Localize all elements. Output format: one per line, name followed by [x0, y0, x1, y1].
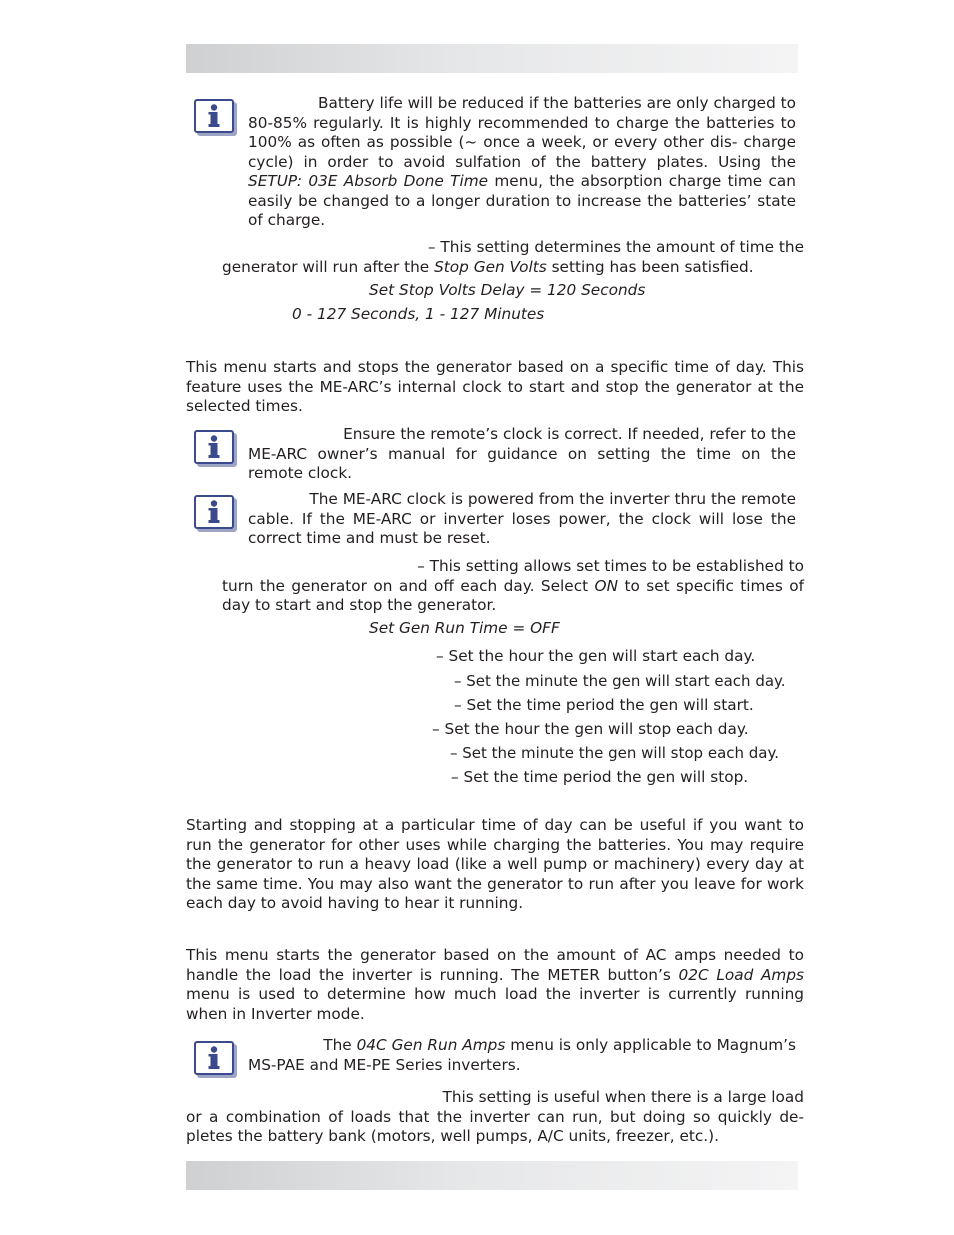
run-time-desc — [222, 557, 804, 616]
note-clock-correct — [248, 425, 796, 484]
useful-paragraph — [186, 1088, 804, 1147]
time-item-start-hour: – Set the hour the gen will start each day. — [436, 647, 756, 665]
info-icon — [194, 1041, 234, 1075]
desc-text: setting has been satisfied. — [546, 257, 754, 276]
para-text: This menu starts the generator based on the amount of AC amps needed to handle the load the inverter is running. The METER button’s — [186, 946, 804, 984]
time-menu-paragraph: This menu starts and stops the generator based on a specific time of day. This feature uses the ME-ARC’s internal clock to start and stop the generator at the selected times. — [186, 358, 804, 415]
note-clock-power — [248, 490, 796, 549]
range-setting: 0 - 127 Seconds, 1 - 127 Minutes — [292, 305, 545, 323]
time-item-start-period: – Set the time period the gen will start. — [454, 696, 754, 714]
note-text: ME-ARC owner’s manual for guidance on setting the time on the remote clock. — [248, 444, 796, 482]
time-item-start-minute: – Set the minute the gen will start each day. — [454, 672, 786, 690]
desc-text: to set specific times of day to start and stop the generator. — [222, 576, 804, 614]
footer-bar — [186, 1161, 798, 1190]
note-line: The ME-ARC clock is powered from the inverter thru the remote — [309, 490, 796, 508]
time-item-stop-period: – Set the time period the gen will stop. — [451, 768, 749, 786]
default-setting: Set Gen Run Time = OFF — [369, 619, 560, 637]
desc-line: – This setting allows set times to be established to — [417, 557, 804, 575]
menu-ref: SETUP: 03E Absorb Done Time — [248, 172, 489, 190]
para-line: This setting is useful when there is a large load — [442, 1088, 804, 1106]
amps-menu-paragraph — [186, 946, 804, 1024]
menu-ref: 02C Load Amps — [678, 965, 804, 984]
usage-paragraph: Starting and stopping at a particular time of day can be useful if you want to run the generator for other uses while charging the batteries. You may require the generator to run a heavy load (like a well pump or machinery) every day at the same time. You may also want the generator to run after you leave for work each day to avoid having to hear it running. — [186, 816, 804, 912]
info-icon — [194, 495, 234, 529]
time-item-stop-hour: – Set the hour the gen will stop each day. — [432, 720, 749, 738]
desc-text: turn the generator on and off each day. Select — [222, 576, 595, 595]
note-line: Ensure the remote’s clock is correct. If needed, refer to the — [343, 425, 796, 443]
menu-ref: Stop Gen Volts — [434, 257, 547, 276]
header-bar — [186, 44, 798, 73]
desc-text: generator will run after the — [222, 257, 435, 276]
note-gen-run-amps — [248, 1036, 796, 1075]
option-ref: ON — [594, 576, 619, 595]
time-item-stop-minute: – Set the minute the gen will stop each day. — [450, 744, 779, 762]
stop-delay-desc — [222, 238, 804, 277]
note-text: 80-85% regularly. It is highly recommended to charge the batteries to 100% as often as possible (~ once a week, or every other dis- charge cycle) in order to avoid sulfation of the battery plates. Using the — [248, 113, 796, 171]
note-text: menu is only applicable to Magnum’s — [505, 1036, 796, 1054]
note-battery-life — [248, 94, 796, 231]
note-line: Battery life will be reduced if the batteries are only charged to — [317, 94, 796, 112]
para-text: menu is used to determine how much load the inverter is currently running when in Inverter mode. — [186, 985, 804, 1023]
note-text: The — [323, 1036, 357, 1054]
note-text: menu, the absorption charge time can easily be changed to a longer duration to increase the batteries’ state of charge. — [248, 172, 796, 229]
info-icon — [194, 430, 234, 464]
menu-ref: 04C Gen Run Amps — [356, 1036, 506, 1054]
desc-line: – This setting determines the amount of time the — [427, 238, 804, 256]
note-text: cable. If the ME-ARC or inverter loses power, the clock will lose the correct time and must be reset. — [248, 509, 796, 547]
default-setting: Set Stop Volts Delay = 120 Seconds — [369, 281, 646, 299]
note-text: MS-PAE and ME-PE Series inverters. — [248, 1055, 521, 1074]
para-text: or a combination of loads that the inverter can run, but doing so quickly de- pletes the battery bank (motors, well pumps, A/C units, freezer, etc.). — [186, 1107, 804, 1145]
info-icon — [194, 99, 234, 133]
